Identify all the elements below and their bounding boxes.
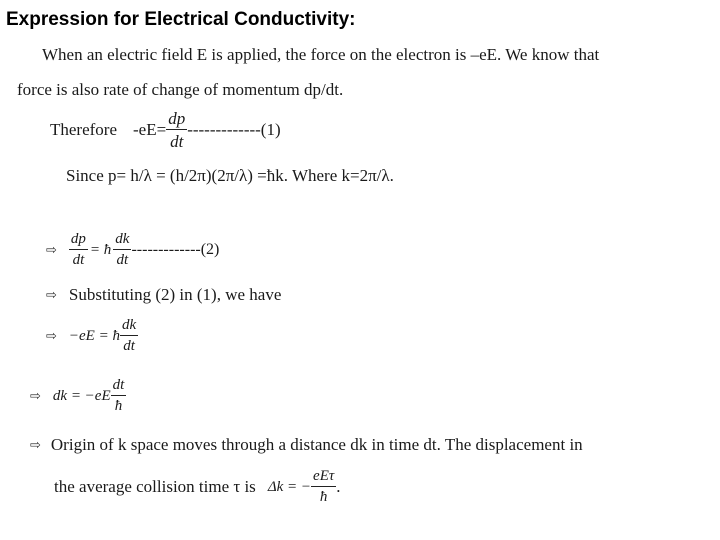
eq5-fraction (311, 469, 336, 505)
eq2-numerator-1: dp (69, 232, 88, 250)
equation-3-row (46, 318, 138, 354)
eq5-denominator: ħ (319, 489, 328, 505)
eq5-lhs: Δk = − (267, 478, 312, 495)
equation-4-row (30, 378, 126, 414)
slide-title: Expression for Electrical Conductivity: (6, 9, 356, 30)
eq1-tag: -------------(1) (187, 120, 281, 139)
arrow-icon: ⇨ (30, 437, 41, 453)
eq4-fraction (111, 378, 127, 414)
eq1-denominator: dt (170, 132, 184, 151)
since-line: Since p= h/λ = (h/2π)(2π/λ) =ħk. Where k=2π/λ. (66, 166, 394, 185)
eq2-tag: -------------(2) (131, 241, 220, 258)
eq5-numerator: eEτ (311, 469, 336, 487)
eq4-numerator: dt (111, 378, 127, 396)
eq2-denominator-2: dt (116, 252, 129, 268)
equation-1 (50, 110, 281, 150)
substituting-text: Substituting (2) in (1), we have (68, 285, 282, 304)
origin-line-1: Origin of k space moves through a distance dk in time dt. The displacement in (50, 435, 583, 454)
eq5-end: . (336, 477, 341, 496)
eq1-numerator: dp (168, 109, 186, 128)
origin-line-2-row (54, 469, 340, 505)
eq1-lhs: -eE= (133, 120, 167, 139)
eq4-denominator: ħ (114, 398, 123, 414)
arrow-icon: ⇨ (30, 388, 41, 404)
eq3-lhs: −eE = ħ (68, 327, 120, 344)
eq1-fraction (166, 110, 187, 150)
paragraph-line-1: When an electric field E is applied, the force on the electron is –eE. We know that (42, 45, 600, 64)
eq2-numerator-2: dk (113, 232, 131, 250)
arrow-icon: ⇨ (46, 242, 57, 258)
equation-2-row (46, 232, 219, 268)
eq1-prefix: Therefore (50, 120, 118, 139)
eq4-lhs: dk = −eE (52, 387, 111, 404)
eq3-denominator: dt (123, 338, 135, 354)
eq3-fraction (120, 318, 138, 354)
origin-line-2: the average collision time τ is (54, 477, 256, 496)
arrow-icon: ⇨ (46, 328, 57, 344)
equation-2 (69, 232, 219, 268)
eq2-fraction-1 (69, 232, 88, 268)
eq2-equals: = ħ (89, 241, 112, 258)
paragraph-line-2: force is also rate of change of momentum dp/dt. (17, 80, 344, 99)
arrow-icon: ⇨ (46, 287, 57, 303)
origin-row (30, 435, 583, 455)
eq3-numerator: dk (120, 318, 138, 336)
eq2-fraction-2 (113, 232, 131, 268)
substituting-row (46, 285, 281, 305)
eq2-denominator-1: dt (72, 252, 85, 268)
